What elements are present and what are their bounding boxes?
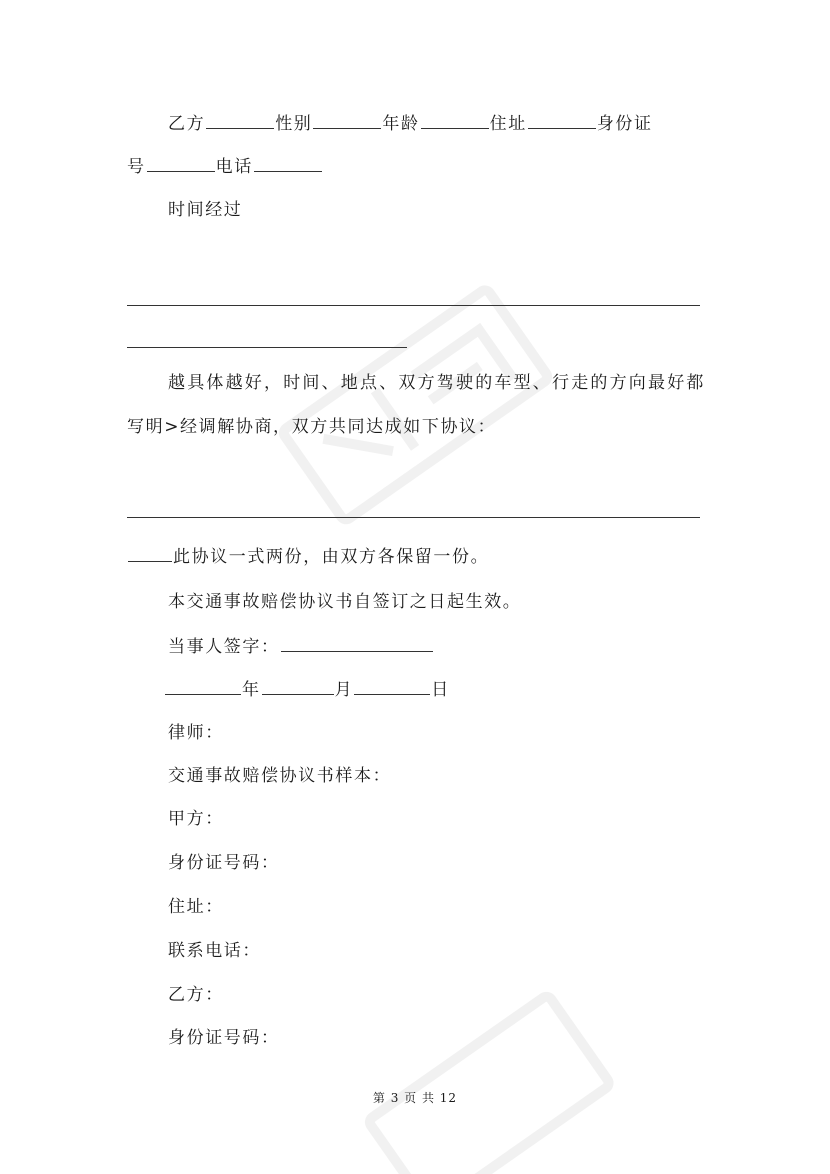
note-line-2: 写明>经调解协商，双方共同达成如下协议： xyxy=(127,417,497,437)
address-label: 住址 xyxy=(489,114,527,134)
lawyer-label: 律师： xyxy=(168,723,224,743)
party-b-row-2 xyxy=(127,154,323,179)
address-blank xyxy=(528,111,596,129)
fill-line xyxy=(127,517,700,518)
party-b-label: 乙方 xyxy=(168,114,206,134)
month-label: 月 xyxy=(334,680,354,700)
signature-blank xyxy=(281,634,433,652)
effective-text: 本交通事故赔偿协议书自签订之日起生效。 xyxy=(168,592,522,612)
copies-blank xyxy=(128,544,172,562)
party-a-id-field: 身份证号码： xyxy=(168,853,280,873)
month-blank xyxy=(262,677,334,695)
sample-title: 交通事故赔偿协议书样本： xyxy=(168,766,392,786)
fill-line xyxy=(127,347,407,348)
party-b-blank xyxy=(206,111,274,129)
party-b-id-field: 身份证号码： xyxy=(168,1028,280,1048)
id-number-label-part2: 号 xyxy=(127,157,146,177)
age-label: 年龄 xyxy=(382,114,420,134)
party-b-field: 乙方： xyxy=(168,985,224,1005)
party-b-row xyxy=(168,111,653,136)
phone-blank xyxy=(254,154,322,172)
party-a-field: 甲方： xyxy=(168,809,224,829)
party-a-address-field: 住址： xyxy=(168,897,224,917)
age-blank xyxy=(421,111,489,129)
note-line-1: 越具体越好，时间、地点、双方驾驶的车型、行走的方向最好都 xyxy=(168,373,706,393)
page-footer: 第 3 页 共 12 xyxy=(372,1091,458,1105)
copies-text: 此协议一式两份，由双方各保留一份。 xyxy=(173,547,490,567)
time-process-label: 时间经过 xyxy=(168,200,243,220)
copies-line xyxy=(127,544,489,569)
year-label: 年 xyxy=(242,680,261,700)
phone-label: 电话 xyxy=(215,157,253,177)
day-label: 日 xyxy=(431,680,450,700)
signature-row xyxy=(168,634,434,659)
gender-blank xyxy=(313,111,381,129)
gender-label: 性别 xyxy=(275,114,313,134)
party-a-phone-field: 联系电话： xyxy=(168,941,261,961)
fill-line xyxy=(127,305,700,306)
id-number-label-part1: 身份证 xyxy=(596,114,653,134)
id-number-blank xyxy=(147,154,215,172)
day-blank xyxy=(354,677,430,695)
signature-label: 当事人签字： xyxy=(168,637,280,657)
year-blank xyxy=(165,677,241,695)
date-row xyxy=(164,677,450,702)
